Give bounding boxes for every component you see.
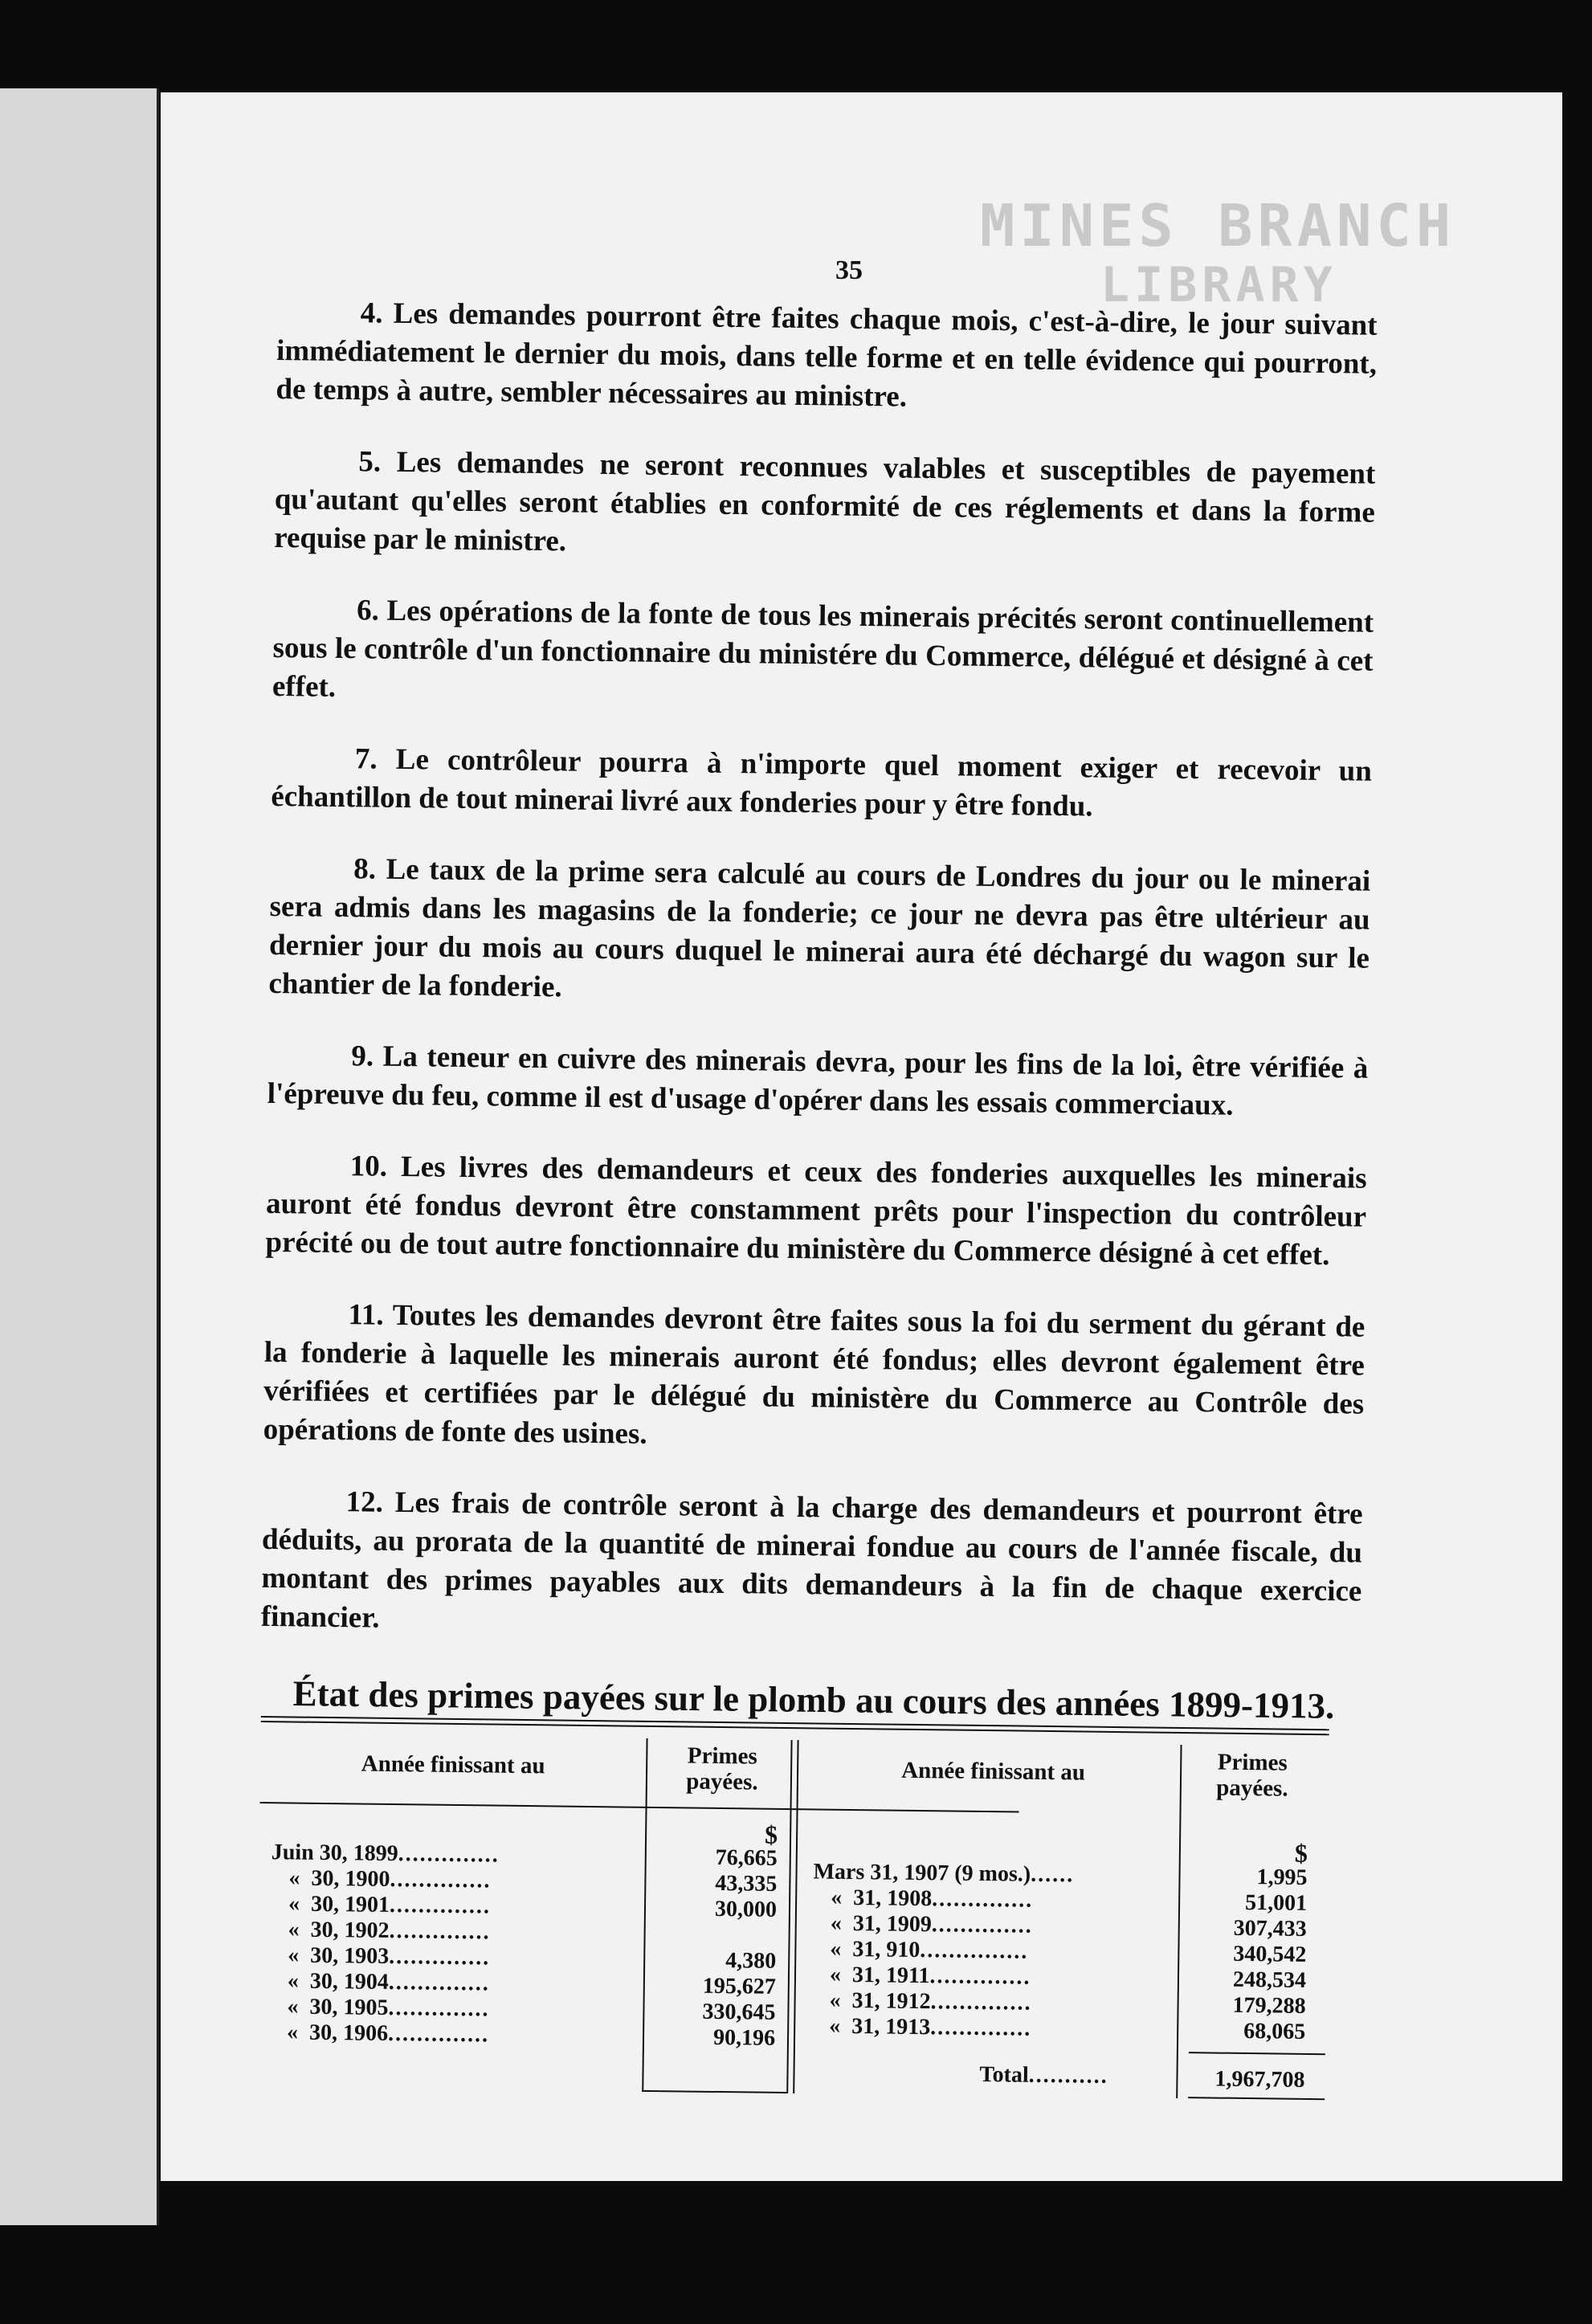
dot-leader: .............. xyxy=(929,1963,1031,1990)
paragraph-8: 8. Le taux de la prime sera calculé au cours de Londres du jour ou le minerai sera admis dans les magasins de la fonderie; ce jour ne devra pas être ultérieur au dernier jour du mois au cours duquel le minerai aura été déchargé du wagon sur le chantier de la fonderie. xyxy=(268,852,1371,1004)
total-row xyxy=(979,2062,1108,2089)
header-year-right: Année finissant au xyxy=(901,1757,1086,1786)
row-value: 51,001 xyxy=(1244,1889,1308,1916)
paragraph-4: 4. Les demandes pourront être faites chaque mois, c'est-à-dire, le jour suivant immédiatement le dernier du mois, dans telle forme et en telle évidence qui pourront, de temps à autre, sembler nécessaires au ministre. xyxy=(276,296,1378,414)
header-year-left: Année finissant au xyxy=(361,1750,545,1779)
row-month: « xyxy=(829,1987,841,2013)
table-row xyxy=(830,1963,1031,1991)
row-month: « xyxy=(288,1942,300,1968)
dot-leader: .............. xyxy=(931,1912,1033,1938)
row-month: « xyxy=(287,1994,299,2020)
paragraph-11: 11. Toutes les demandes devront être faites sous la foi du serment du gérant de la fonderie à laquelle les minerais auront été fondus; elles devront également être vérifiées et certifiées par le délégué du ministère du Commerce au Contrôle des opérations de fonte des usines. xyxy=(263,1298,1365,1451)
row-value: 4,380 xyxy=(725,1948,777,1974)
row-date: 31, 910 xyxy=(852,1937,921,1963)
row-value: 76,665 xyxy=(715,1844,778,1871)
table-row xyxy=(288,1968,490,1996)
total-value: 1,967,708 xyxy=(1214,2066,1305,2093)
table-row xyxy=(831,1911,1033,1939)
row-month: « xyxy=(831,1885,843,1910)
row-month: « xyxy=(829,2013,841,2039)
table-bottom-rule-left xyxy=(642,2090,786,2093)
row-date: 30, 1899 xyxy=(319,1840,398,1867)
currency-left: $ xyxy=(764,1820,778,1849)
table-row xyxy=(288,1942,490,1971)
row-date: 30, 1900 xyxy=(311,1865,390,1892)
dot-leader: .............. xyxy=(930,1989,1032,2016)
table-row xyxy=(830,1937,1028,1965)
row-month: « xyxy=(288,1917,300,1942)
paragraph-6: 6. Les opérations de la fonte de tous les minerais précités seront continuellement sous le contrôle d'un fonctionnaire du ministére du Commerce, délégué et désigné à cet effet. xyxy=(271,594,1374,704)
dot-leader: .............. xyxy=(390,1866,492,1893)
dot-leader: .............. xyxy=(389,1918,491,1945)
paragraph-5: 5. Les demandes ne seront reconnues valables et susceptibles de payement qu'autant qu'elles seront établies en conformité de ces réglements et dans la forme requise par le ministre. xyxy=(274,445,1376,558)
row-date: 30, 1906 xyxy=(308,2020,389,2046)
row-value: 30,000 xyxy=(714,1896,778,1922)
row-date: 30, 1903 xyxy=(310,1942,390,1969)
row-date: 31, 1911 xyxy=(851,1963,930,1989)
table-bottom-rule-right xyxy=(1188,2097,1325,2100)
dot-leader: .............. xyxy=(388,1995,490,2022)
row-date: 30, 1905 xyxy=(309,1994,389,2020)
dot-leader: .............. xyxy=(388,1969,491,1996)
dot-leader: .............. xyxy=(389,1943,491,1971)
header-paid-right: Primes payées. xyxy=(1215,1749,1288,1802)
divider-2b xyxy=(793,1740,798,2093)
table-row xyxy=(829,2014,1031,2042)
row-date: 30, 1902 xyxy=(310,1917,390,1943)
row-value: 43,335 xyxy=(715,1870,778,1897)
row-month: « xyxy=(288,1891,300,1917)
table-row xyxy=(287,1994,489,2022)
row-date: 31, 1912 xyxy=(851,1988,931,2015)
dot-leader: .............. xyxy=(387,2020,490,2048)
header-bottom-rule xyxy=(260,1802,1019,1813)
stamp-line-1: MINES BRANCH xyxy=(980,192,1456,259)
body-text xyxy=(260,293,1378,1683)
row-value: 330,645 xyxy=(702,1999,776,2025)
paragraph-9: 9. La teneur en cuivre des minerais devra, pour les fins de la loi, être vérifiée à l'épreuve du feu, comme il est d'usage d'opérer dans les essais commerciaux. xyxy=(267,1039,1369,1122)
paragraph-12: 12. Les frais de contrôle seront à la charge des demandeurs et pourront être déduits, au prorata de la quantité de minerai fondue au cours de l'année fiscale, du montant des primes payables aux dits demandeurs à la fin de chaque exercice financier. xyxy=(260,1485,1363,1635)
row-date: 31, 1913 xyxy=(851,2014,931,2040)
row-month: « xyxy=(286,2020,299,2045)
dot-leader: ............... xyxy=(920,1938,1029,1964)
table-row xyxy=(813,1859,1074,1888)
row-month: Juin xyxy=(271,1840,314,1865)
table-row xyxy=(831,1885,1033,1914)
row-value: 195,627 xyxy=(702,1973,777,1999)
row-date: 31, 1908 xyxy=(853,1885,933,1912)
table-row xyxy=(287,2020,489,2048)
premiums-table xyxy=(256,1709,1329,2116)
dot-leader: .............. xyxy=(389,1892,492,1919)
row-date: 30, 1904 xyxy=(309,1968,390,1995)
paragraph-7: 7. Le contrôleur pourra à n'importe quel moment exiger et recevoir un échantillon de tout minerai livré aux fonderies pour y être fondu. xyxy=(271,742,1373,823)
table-row xyxy=(829,1988,1031,2016)
divider-1 xyxy=(642,1738,647,2092)
dot-leader: .............. xyxy=(931,1886,1034,1913)
total-label: Total xyxy=(979,2061,1029,2088)
row-value: 307,433 xyxy=(1233,1915,1307,1942)
adjacent-page-edge xyxy=(0,88,159,2225)
currency-right: $ xyxy=(1294,1838,1308,1868)
row-month: « xyxy=(288,1865,300,1891)
table-row xyxy=(288,1891,491,1919)
row-date: 30, 1901 xyxy=(310,1891,390,1918)
row-month: « xyxy=(830,1936,842,1962)
table-title: État des primes payées sur le plomb au cours des années 1899-1913. xyxy=(292,1673,1335,1726)
row-date: 31, 1909 xyxy=(852,1911,932,1938)
row-value: 340,542 xyxy=(1233,1941,1307,1967)
row-date: 31, 1907 (9 mos.) xyxy=(870,1860,1031,1887)
row-value: 179,288 xyxy=(1232,1992,1306,2019)
row-value: 248,534 xyxy=(1232,1967,1307,1993)
row-month: « xyxy=(287,1968,300,1994)
paragraph-10: 10. Les livres des demandeurs et ceux des fonderies auxquelles les minerais auront été fondus devront être constamment prêts pour l'inspection du contrôleur précité ou de tout autre fonctionnaire du ministère du Commerce désigné à cet effet. xyxy=(265,1150,1367,1272)
table-row xyxy=(288,1865,491,1893)
row-month: « xyxy=(830,1910,842,1936)
dot-leader: ...... xyxy=(1031,1861,1075,1888)
table-row xyxy=(271,1840,500,1868)
row-month: « xyxy=(829,1962,842,1987)
row-month: Mars xyxy=(813,1859,865,1885)
row-value: 1,995 xyxy=(1256,1865,1308,1890)
dot-leader: .............. xyxy=(398,1841,500,1868)
library-stamp xyxy=(980,193,1494,312)
divider-3 xyxy=(1176,1745,1182,2098)
header-paid-left: Primes payées. xyxy=(686,1742,758,1795)
table-row xyxy=(288,1917,490,1945)
dot-leader: ........... xyxy=(1028,2062,1108,2089)
row-value: 90,196 xyxy=(712,2024,776,2051)
stamp-line-2: LIBRARY xyxy=(1100,257,1337,313)
row-value: 68,065 xyxy=(1243,2018,1306,2044)
dot-leader: .............. xyxy=(930,2015,1032,2041)
total-rule xyxy=(1189,2052,1325,2055)
page-number: 35 xyxy=(835,255,863,285)
divider-2a xyxy=(786,1740,792,2093)
